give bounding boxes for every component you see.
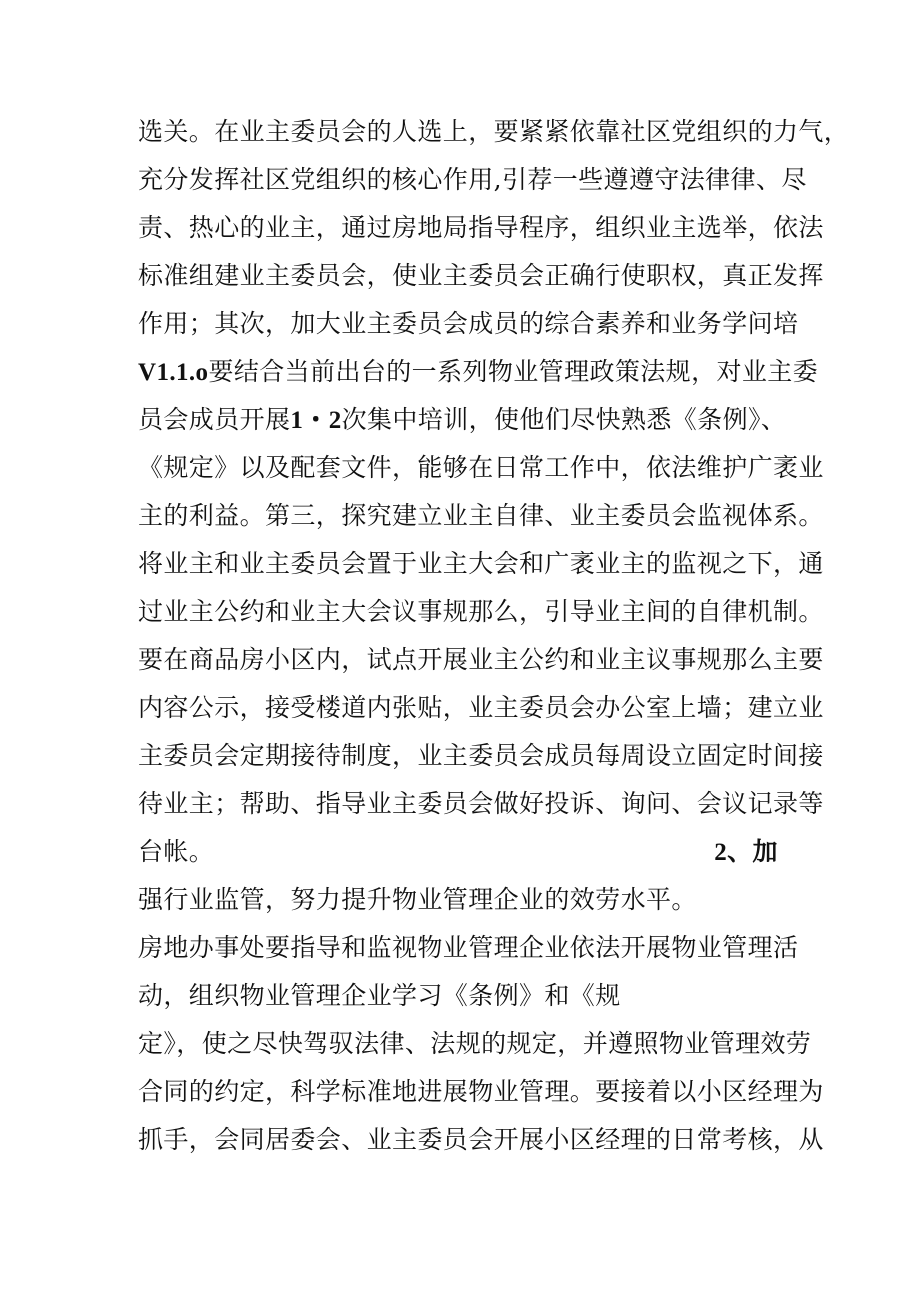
text-line: 充分发挥社区党组织的核心作用,引荐一些遵遵守法律律、尽	[138, 165, 807, 194]
text-line: 要在商品房小区内，试点开展业主公约和业主议事规那么主要	[138, 645, 824, 674]
section-number: 2、加	[714, 839, 778, 866]
text-line: 房地办事处要指导和监视物业管理企业依法开展物业管理活	[138, 933, 799, 962]
text-line: 将业主和业主委员会置于业主大会和广袤业主的监视之下，通	[138, 549, 824, 578]
text-segment: 次集中培训，使他们尽快熟悉《条例》、	[341, 405, 787, 434]
text-line: 作用；其次，加大业主委员会成员的综合素养和业务学问培	[138, 309, 799, 338]
text-line: 过业主公约和业主大会议事规那么，引导业主间的自律机制。	[138, 597, 824, 626]
text-line: 主的利益。第三，探究建立业主自律、业主委员会监视体系。	[138, 501, 824, 530]
text-line: 选关。在业主委员会的人选上，要紧紧依靠社区党组织的力气，	[138, 117, 850, 146]
text-line: 抓手，会同居委会、业主委员会开展小区经理的日常考核，从	[138, 1125, 824, 1154]
text-segment: 台帐。	[138, 837, 215, 866]
text-line: 内容公示，接受楼道内张贴，业主委员会办公室上墙；建立业	[138, 693, 824, 722]
text-line: 责、热心的业主，通过房地局指导程序，组织业主选举，依法	[138, 213, 824, 242]
text-line: 定》，使之尽快驾驭法律、法规的规定，并遵照物业管理效劳	[138, 1029, 812, 1058]
training-count: 1・2	[290, 407, 342, 434]
text-line: 待业主；帮助、指导业主委员会做好投诉、询问、会议记录等	[138, 789, 824, 818]
body-text	[138, 108, 850, 1164]
text-line: 《规定》以及配套文件，能够在日常工作中，依法维护广袤业	[138, 453, 824, 482]
version-label: V1.1.o	[138, 359, 209, 386]
text-line: 动，组织物业管理企业学习《条例》和《规	[138, 981, 621, 1010]
text-line-version	[138, 348, 819, 396]
text-line-training	[138, 396, 798, 444]
text-line: 主委员会定期接待制度，业主委员会成员每周设立固定时间接	[138, 741, 824, 770]
text-line-rest: 要结合当前出台的一系列物业管理政策法规，对业主委	[208, 357, 819, 386]
text-segment: 员会成员开展	[138, 405, 291, 434]
section-heading: 强行业监管，努力提升物业管理企业的效劳水平。	[138, 885, 697, 914]
text-line-section	[138, 828, 798, 876]
text-line: 标准组建业主委员会，使业主委员会正确行使职权，真正发挥	[138, 261, 824, 290]
text-line: 合同的约定，科学标准地进展物业管理。要接着以小区经理为	[138, 1077, 824, 1106]
